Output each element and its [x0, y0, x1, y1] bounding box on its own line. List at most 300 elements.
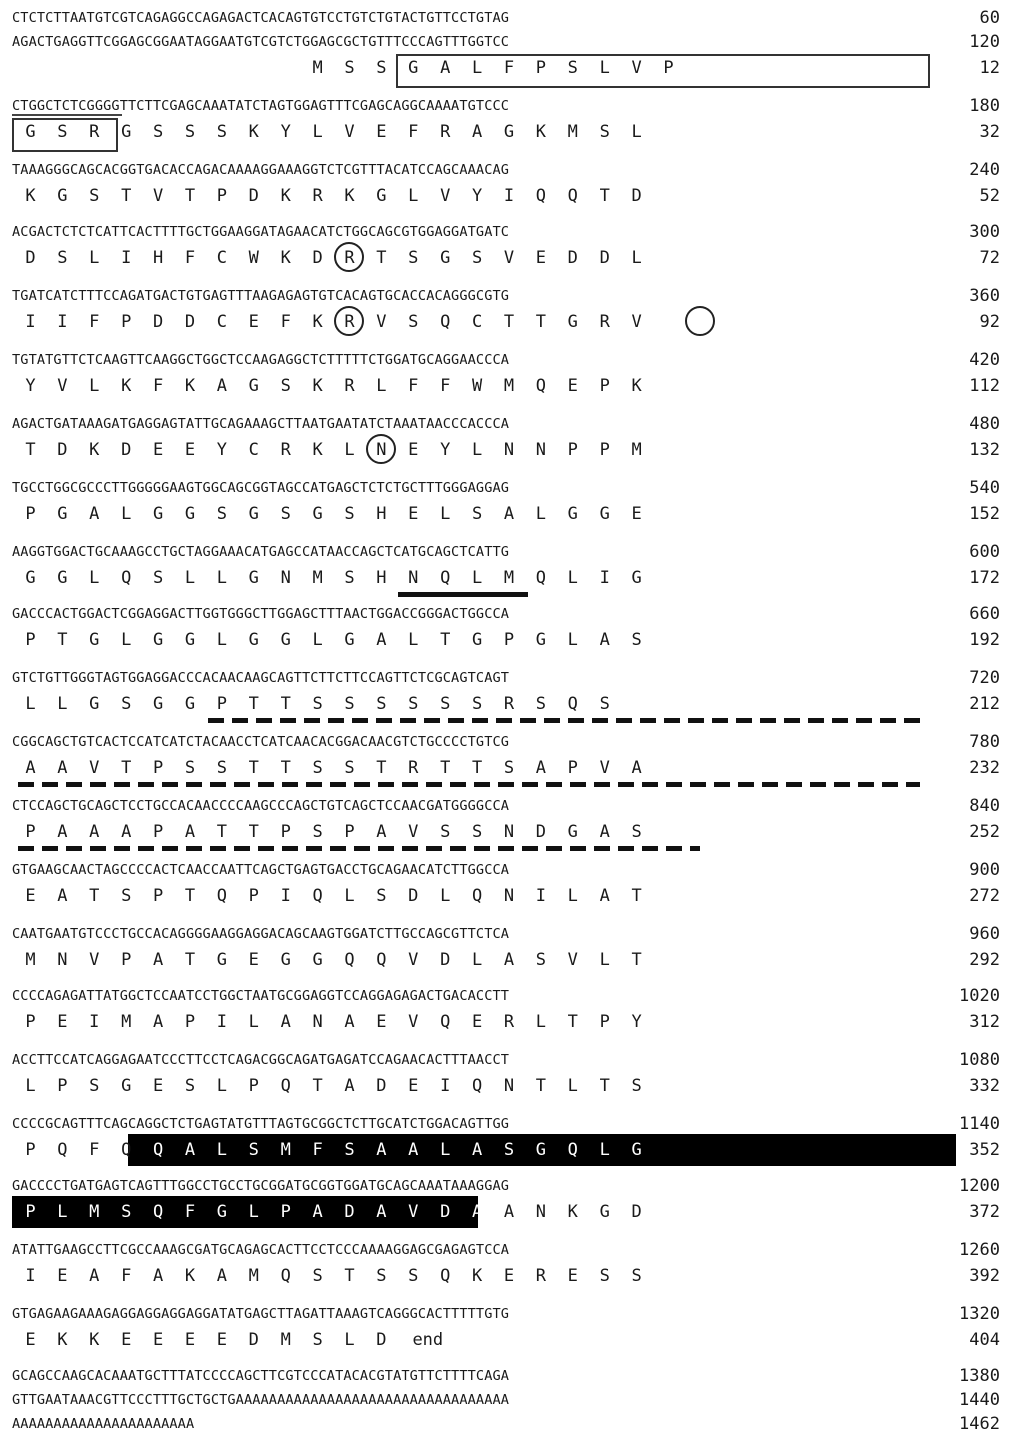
amino-acid-residue: E [376, 1012, 387, 1032]
amino-acid-residue: V [567, 950, 578, 970]
amino-acid-residue: L [599, 1140, 610, 1160]
amino-acid-residue: D [567, 248, 578, 268]
amino-acid-residue: P [248, 886, 259, 906]
amino-acid-residue: R [344, 376, 355, 396]
amino-acid-residue: K [184, 376, 196, 396]
amino-acid-residue: T [631, 886, 642, 906]
amino-acid-residue: S [184, 758, 196, 778]
cysteine-circle [366, 434, 396, 464]
amino-acid-residue: S [344, 568, 355, 588]
amino-acid-residue: G [248, 504, 259, 524]
amino-acid-line [0, 568, 950, 588]
amino-acid-residue: A [184, 822, 196, 842]
amino-acid-residue: M [89, 1202, 100, 1222]
amino-acid-residue: A [535, 758, 547, 778]
amino-acid-line [0, 630, 950, 650]
nucleotide-sequence-line: CTCTCTTAATGTCGTCAGAGGCCAGAGACTCACAGTGTCCTGTCTGTACTGTTCCTGTAG [12, 10, 510, 26]
amino-acid-residue: S [471, 504, 483, 524]
amino-acid-residue: Q [280, 1076, 291, 1096]
nucleotide-sequence-line: AGACTGAGGTTCGGAGCGGAATAGGAATGTCGTCTGGAGCGCTGTTTCCCAGTTTGGTCC [12, 34, 510, 50]
amino-acid-residue: N [503, 886, 515, 906]
amino-acid-residue: F [408, 122, 419, 142]
amino-acid-residue: L [184, 568, 196, 588]
amino-acid-residue: K [344, 186, 355, 206]
amino-acid-residue: S [471, 822, 483, 842]
amino-acid-residue: Q [535, 376, 547, 396]
amino-acid-residue: A [631, 758, 642, 778]
amino-acid-residue: E [121, 1330, 132, 1350]
amino-acid-residue: M [312, 58, 323, 78]
amino-acid-residue: F [440, 376, 451, 396]
amino-acid-residue: D [152, 312, 164, 332]
amino-acid-residue: S [344, 58, 355, 78]
amino-acid-residue: K [121, 376, 132, 396]
amino-acid-residue: G [89, 694, 100, 714]
amino-acid-residue: G [567, 504, 578, 524]
amino-acid-residue: S [121, 886, 132, 906]
amino-acid-residue: S [216, 122, 228, 142]
amino-acid-residue: H [376, 504, 387, 524]
amino-acid-residue: R [599, 312, 610, 332]
amino-acid-residue: A [440, 58, 451, 78]
amino-acid-residue: T [248, 694, 259, 714]
amino-acid-residue: S [121, 1202, 132, 1222]
amino-acid-residue: Q [280, 1266, 291, 1286]
serine-threonine-rich-underline [208, 718, 920, 723]
amino-acid-residue: D [344, 1202, 355, 1222]
nucleotide-sequence-line: TGATCATCTTTCCAGATGACTGTGAGTTTAAGAGAGTGTCACAGTGCACCACAGGGCGTG [12, 288, 510, 304]
amino-acid-residue: T [121, 758, 132, 778]
amino-acid-residue: V [631, 312, 642, 332]
amino-acid-residue: M [280, 1330, 291, 1350]
amino-acid-residue: T [567, 1012, 578, 1032]
amino-acid-residue: L [567, 568, 578, 588]
nucleotide-sequence-line: CTCCAGCTGCAGCTCCTGCCACAACCCCAAGCCCAGCTGTCAGCTCCAACGATGGGGCCA [12, 798, 510, 814]
amino-acid-residue: S [599, 694, 610, 714]
amino-acid-residue: I [599, 568, 610, 588]
amino-acid-residue: P [152, 886, 164, 906]
amino-acid-residue: N [503, 822, 515, 842]
amino-acid-residue: Q [440, 1266, 451, 1286]
amino-acid-residue: S [280, 504, 291, 524]
amino-acid-residue: L [599, 58, 610, 78]
amino-acid-residue: R [312, 186, 323, 206]
amino-acid-residue: G [248, 630, 259, 650]
amino-acid-residue: Q [121, 1140, 132, 1160]
amino-acid-residue: V [631, 58, 642, 78]
amino-acid-residue: P [535, 58, 547, 78]
amino-acid-residue: F [408, 376, 419, 396]
amino-acid-residue: S [312, 694, 323, 714]
amino-acid-residue: N [535, 1202, 547, 1222]
amino-acid-residue: L [25, 694, 36, 714]
amino-acid-residue: P [663, 58, 674, 78]
amino-acid-residue: D [312, 248, 323, 268]
amino-acid-residue: G [631, 1140, 642, 1160]
amino-acid-residue: A [89, 822, 100, 842]
amino-acid-residue: P [25, 1202, 36, 1222]
amino-acid-residue: G [471, 630, 483, 650]
amino-acid-residue: A [216, 376, 228, 396]
amino-acid-residue: S [535, 950, 547, 970]
amino-acid-residue: L [376, 376, 387, 396]
amino-acid-residue: L [312, 122, 323, 142]
amino-acid-residue: L [567, 630, 578, 650]
amino-acid-residue: R [280, 440, 291, 460]
amino-acid-residue: P [25, 1140, 36, 1160]
amino-acid-residue: I [440, 1076, 451, 1096]
amino-acid-residue: G [503, 122, 515, 142]
amino-acid-residue: L [25, 1076, 36, 1096]
amino-acid-residue: L [216, 1076, 228, 1096]
amino-acid-residue: D [440, 1202, 451, 1222]
amino-acid-residue: A [152, 1012, 164, 1032]
amino-acid-residue: D [535, 822, 547, 842]
amino-acid-residue: V [408, 1202, 419, 1222]
amino-acid-residue: L [344, 886, 355, 906]
amino-acid-residue: P [248, 1076, 259, 1096]
amino-acid-residue: G [89, 630, 100, 650]
amino-acid-residue: M [280, 1140, 291, 1160]
amino-acid-position-number: 332 [969, 1076, 1000, 1096]
amino-acid-position-number: 392 [969, 1266, 1000, 1286]
amino-acid-residue: A [503, 1202, 515, 1222]
amino-acid-residue: Q [57, 1140, 68, 1160]
amino-acid-residue: S [344, 1140, 355, 1160]
amino-acid-residue: S [89, 186, 100, 206]
nucleotide-position-number: 240 [969, 160, 1000, 180]
amino-acid-residue: A [471, 122, 483, 142]
amino-acid-residue: E [25, 1330, 36, 1350]
nucleotide-position-number: 600 [969, 542, 1000, 562]
amino-acid-residue: L [440, 504, 451, 524]
amino-acid-residue: S [312, 1330, 323, 1350]
amino-acid-residue: G [567, 822, 578, 842]
amino-acid-residue: K [89, 440, 100, 460]
amino-acid-residue: V [440, 186, 451, 206]
amino-acid-residue: G [57, 504, 68, 524]
amino-acid-residue: A [471, 1140, 483, 1160]
amino-acid-residue: L [216, 568, 228, 588]
nucleotide-position-number: 1140 [959, 1114, 1000, 1134]
amino-acid-residue: T [280, 758, 291, 778]
amino-acid-residue: T [184, 886, 196, 906]
amino-acid-residue: E [567, 1266, 578, 1286]
nucleotide-sequence-line: AGACTGATAAAGATGAGGAGTATTGCAGAAAGCTTAATGAATATCTAAATAACCCACCCA [12, 416, 510, 432]
amino-acid-residue: T [57, 630, 68, 650]
amino-acid-residue: L [344, 440, 355, 460]
amino-acid-residue: T [599, 186, 610, 206]
amino-acid-residue: E [216, 1330, 228, 1350]
amino-acid-residue: A [503, 504, 515, 524]
amino-acid-residue: Y [216, 440, 228, 460]
amino-acid-line [0, 440, 950, 460]
amino-acid-residue: T [471, 758, 483, 778]
amino-acid-position-number: 112 [969, 376, 1000, 396]
amino-acid-residue: C [471, 312, 483, 332]
amino-acid-residue: D [248, 1330, 259, 1350]
amino-acid-residue: Q [121, 568, 132, 588]
amino-acid-residue: L [567, 886, 578, 906]
amino-acid-residue: G [312, 950, 323, 970]
amino-acid-residue: G [121, 122, 132, 142]
amino-acid-residue: K [535, 122, 547, 142]
amino-acid-residue: D [631, 186, 642, 206]
amino-acid-residue: K [89, 1330, 100, 1350]
amino-acid-residue: P [503, 630, 515, 650]
nucleotide-sequence-line: GTTGAATAAACGTTCCCTTTGCTGCTGAAAAAAAAAAAAAAAAAAAAAAAAAAAAAAAAA [12, 1392, 510, 1408]
amino-acid-residue: S [57, 122, 68, 142]
amino-acid-residue: end [412, 1330, 444, 1350]
amino-acid-position-number: 404 [969, 1330, 1000, 1350]
amino-acid-residue: G [631, 568, 642, 588]
amino-acid-residue: G [344, 630, 355, 650]
cysteine-circle [334, 242, 364, 272]
amino-acid-residue: C [248, 440, 259, 460]
amino-acid-residue: L [631, 248, 642, 268]
amino-acid-residue: P [121, 312, 132, 332]
amino-acid-residue: F [503, 58, 515, 78]
amino-acid-residue: S [312, 1266, 323, 1286]
amino-acid-residue: P [57, 1076, 68, 1096]
amino-acid-residue: G [57, 186, 68, 206]
amino-acid-residue: Q [344, 950, 355, 970]
nucleotide-position-number: 1440 [959, 1390, 1000, 1410]
amino-acid-residue: L [535, 504, 547, 524]
amino-acid-residue: K [631, 376, 642, 396]
amino-acid-residue: D [25, 248, 36, 268]
nucleotide-sequence-line: TGCCTGGCGCCCTTGGGGGAAGTGGCAGCGGTAGCCATGAGCTCTCTGCTTTGGGAGGAG [12, 480, 510, 496]
amino-acid-line [0, 1330, 950, 1350]
amino-acid-residue: A [344, 1076, 355, 1096]
amino-acid-residue: G [440, 248, 451, 268]
amino-acid-residue: V [152, 186, 164, 206]
amino-acid-residue: C [216, 312, 228, 332]
amino-acid-residue: K [312, 440, 323, 460]
amino-acid-residue: S [216, 504, 228, 524]
amino-acid-residue: G [535, 1140, 547, 1160]
amino-acid-residue: T [535, 1076, 547, 1096]
amino-acid-residue: V [344, 122, 355, 142]
amino-acid-residue: E [152, 1330, 164, 1350]
amino-acid-residue: D [184, 312, 196, 332]
amino-acid-line [0, 186, 950, 206]
amino-acid-line [0, 758, 950, 778]
amino-acid-residue: Y [440, 440, 451, 460]
amino-acid-position-number: 232 [969, 758, 1000, 778]
amino-acid-residue: P [25, 630, 36, 650]
amino-acid-residue: P [599, 440, 610, 460]
amino-acid-residue: A [471, 1202, 483, 1222]
nucleotide-position-number: 540 [969, 478, 1000, 498]
amino-acid-position-number: 92 [979, 312, 1000, 332]
amino-acid-residue: K [280, 186, 291, 206]
amino-acid-line [0, 376, 950, 396]
amino-acid-residue: A [376, 1202, 387, 1222]
amino-acid-residue: F [152, 376, 164, 396]
amino-acid-residue: L [312, 630, 323, 650]
nucleotide-position-number: 300 [969, 222, 1000, 242]
amino-acid-position-number: 372 [969, 1202, 1000, 1222]
amino-acid-residue: S [503, 758, 515, 778]
amino-acid-residue: H [376, 568, 387, 588]
amino-acid-residue: R [89, 122, 100, 142]
amino-acid-residue: V [599, 758, 610, 778]
amino-acid-residue: L [535, 1012, 547, 1032]
amino-acid-residue: L [599, 950, 610, 970]
amino-acid-residue: A [152, 950, 164, 970]
amino-acid-residue: V [408, 950, 419, 970]
amino-acid-residue: A [89, 504, 100, 524]
amino-acid-residue: D [376, 1076, 387, 1096]
amino-acid-residue: A [408, 1140, 419, 1160]
amino-acid-residue: N [503, 440, 515, 460]
amino-acid-residue: G [376, 186, 387, 206]
amino-acid-line [0, 886, 950, 906]
amino-acid-residue: T [440, 758, 451, 778]
amino-acid-residue: A [25, 758, 36, 778]
amino-acid-residue: Q [312, 886, 323, 906]
amino-acid-position-number: 252 [969, 822, 1000, 842]
amino-acid-residue: Q [152, 1140, 164, 1160]
amino-acid-residue: S [503, 1140, 515, 1160]
amino-acid-residue: S [57, 248, 68, 268]
amino-acid-residue: A [57, 886, 68, 906]
serine-threonine-rich-underline [18, 782, 920, 787]
amino-acid-residue: Q [567, 1140, 578, 1160]
amino-acid-residue: P [567, 758, 578, 778]
amino-acid-residue: T [535, 312, 547, 332]
nucleotide-sequence-line: AAAAAAAAAAAAAAAAAAAAAA [12, 1416, 195, 1432]
amino-acid-residue: N [280, 568, 291, 588]
amino-acid-line [0, 312, 950, 332]
amino-acid-residue: K [57, 1330, 68, 1350]
amino-acid-residue: Y [471, 186, 483, 206]
nucleotide-sequence-line: GCAGCCAAGCACAAATGCTTTATCCCCAGCTTCGTCCCATACACGTATGTTCTTTTCAGA [12, 1368, 510, 1384]
amino-acid-residue: L [440, 1140, 451, 1160]
amino-acid-residue: I [535, 886, 547, 906]
amino-acid-residue: T [89, 886, 100, 906]
amino-acid-line [0, 950, 950, 970]
amino-acid-residue: K [25, 186, 36, 206]
amino-acid-line [0, 694, 950, 714]
amino-acid-residue: K [312, 376, 323, 396]
amino-acid-residue: L [89, 568, 100, 588]
amino-acid-residue: F [312, 1140, 323, 1160]
amino-acid-residue: V [408, 1012, 419, 1032]
amino-acid-residue: S [376, 694, 387, 714]
amino-acid-residue: A [503, 950, 515, 970]
amino-acid-residue: I [89, 1012, 100, 1032]
amino-acid-residue: N [376, 440, 387, 460]
amino-acid-residue: G [184, 694, 196, 714]
amino-acid-residue: A [312, 1202, 323, 1222]
amino-acid-residue: L [216, 630, 228, 650]
amino-acid-residue: A [599, 886, 610, 906]
amino-acid-residue: L [248, 1202, 259, 1222]
amino-acid-residue: T [631, 950, 642, 970]
amino-acid-residue: Q [567, 694, 578, 714]
amino-acid-residue: S [152, 122, 164, 142]
amino-acid-residue: R [440, 122, 451, 142]
amino-acid-residue: P [216, 186, 228, 206]
nucleotide-sequence-line: AAGGTGGACTGCAAAGCCTGCTAGGAAACATGAGCCATAACCAGCTCATGCAGCTCATTG [12, 544, 510, 560]
amino-acid-residue: S [344, 504, 355, 524]
amino-acid-residue: S [440, 822, 451, 842]
amino-acid-residue: R [344, 312, 355, 332]
amino-acid-residue: G [216, 1202, 228, 1222]
amino-acid-residue: P [216, 694, 228, 714]
amino-acid-residue: G [312, 504, 323, 524]
amino-acid-residue: F [89, 1140, 100, 1160]
amino-acid-residue: N [312, 1012, 323, 1032]
amino-acid-residue: E [152, 440, 164, 460]
amino-acid-residue: L [89, 248, 100, 268]
amino-acid-residue: V [89, 758, 100, 778]
amino-acid-residue: G [216, 950, 228, 970]
nucleotide-position-number: 120 [969, 32, 1000, 52]
amino-acid-line [0, 1202, 950, 1222]
nucleotide-position-number: 1260 [959, 1240, 1000, 1260]
amino-acid-residue: V [57, 376, 68, 396]
amino-acid-position-number: 12 [979, 58, 1000, 78]
amino-acid-residue: T [248, 758, 259, 778]
amino-acid-residue: M [25, 950, 36, 970]
amino-acid-residue: I [121, 248, 132, 268]
nucleotide-sequence-line: TGTATGTTCTCAAGTTCAAGGCTGGCTCCAAGAGGCTCTTTTTCTGGATGCAGGAACCCA [12, 352, 510, 368]
signal-peptide-box-continued [12, 118, 118, 152]
amino-acid-residue: S [408, 1266, 419, 1286]
amino-acid-residue: Q [471, 886, 483, 906]
amino-acid-residue: R [408, 758, 419, 778]
nucleotide-sequence-line: GACCCACTGGACTCGGAGGACTTGGTGGGCTTGGAGCTTTAACTGGACCGGGACTGGCCA [12, 606, 510, 622]
amino-acid-residue: E [152, 1076, 164, 1096]
amino-acid-residue: G [57, 568, 68, 588]
amino-acid-residue: S [248, 1140, 259, 1160]
amino-acid-residue: P [121, 950, 132, 970]
amino-acid-line [0, 504, 950, 524]
amino-acid-residue: T [344, 1266, 355, 1286]
amino-acid-residue: M [503, 376, 515, 396]
amino-acid-residue: E [471, 1012, 483, 1032]
amino-acid-residue: G [184, 504, 196, 524]
nucleotide-sequence-line: CAATGAATGTCCCTGCCACAGGGGAAGGAGGACAGCAAGTGGATCTTGCCAGCGTTCTCA [12, 926, 510, 942]
amino-acid-residue: D [57, 440, 68, 460]
amino-acid-residue: P [599, 376, 610, 396]
amino-acid-residue: L [471, 440, 483, 460]
amino-acid-residue: A [376, 822, 387, 842]
amino-acid-residue: A [152, 1266, 164, 1286]
amino-acid-residue: S [631, 1076, 642, 1096]
amino-acid-residue: A [184, 1140, 196, 1160]
amino-acid-residue: S [89, 1076, 100, 1096]
amino-acid-residue: T [25, 440, 36, 460]
amino-acid-residue: E [408, 504, 419, 524]
amino-acid-residue: E [57, 1012, 68, 1032]
amino-acid-residue: E [631, 504, 642, 524]
amino-acid-residue: G [599, 504, 610, 524]
nucleotide-position-number: 1020 [959, 986, 1000, 1006]
amino-acid-residue: L [344, 1330, 355, 1350]
amino-acid-residue: S [376, 58, 387, 78]
amino-acid-residue: A [344, 1012, 355, 1032]
amino-acid-line [0, 122, 950, 142]
nucleotide-sequence-line: ATATTGAAGCCTTCGCCAAAGCGATGCAGAGCACTTCCTCCCAAAAGGAGCGAGAGTCCA [12, 1242, 510, 1258]
nucleotide-sequence-line: ACGACTCTCTCATTCACTTTTGCTGGAAGGATAGAACATCTGGCAGCGTGGAGGATGATC [12, 224, 510, 240]
amino-acid-residue: K [471, 1266, 483, 1286]
amino-acid-residue: S [631, 1266, 642, 1286]
amino-acid-residue: A [376, 630, 387, 650]
